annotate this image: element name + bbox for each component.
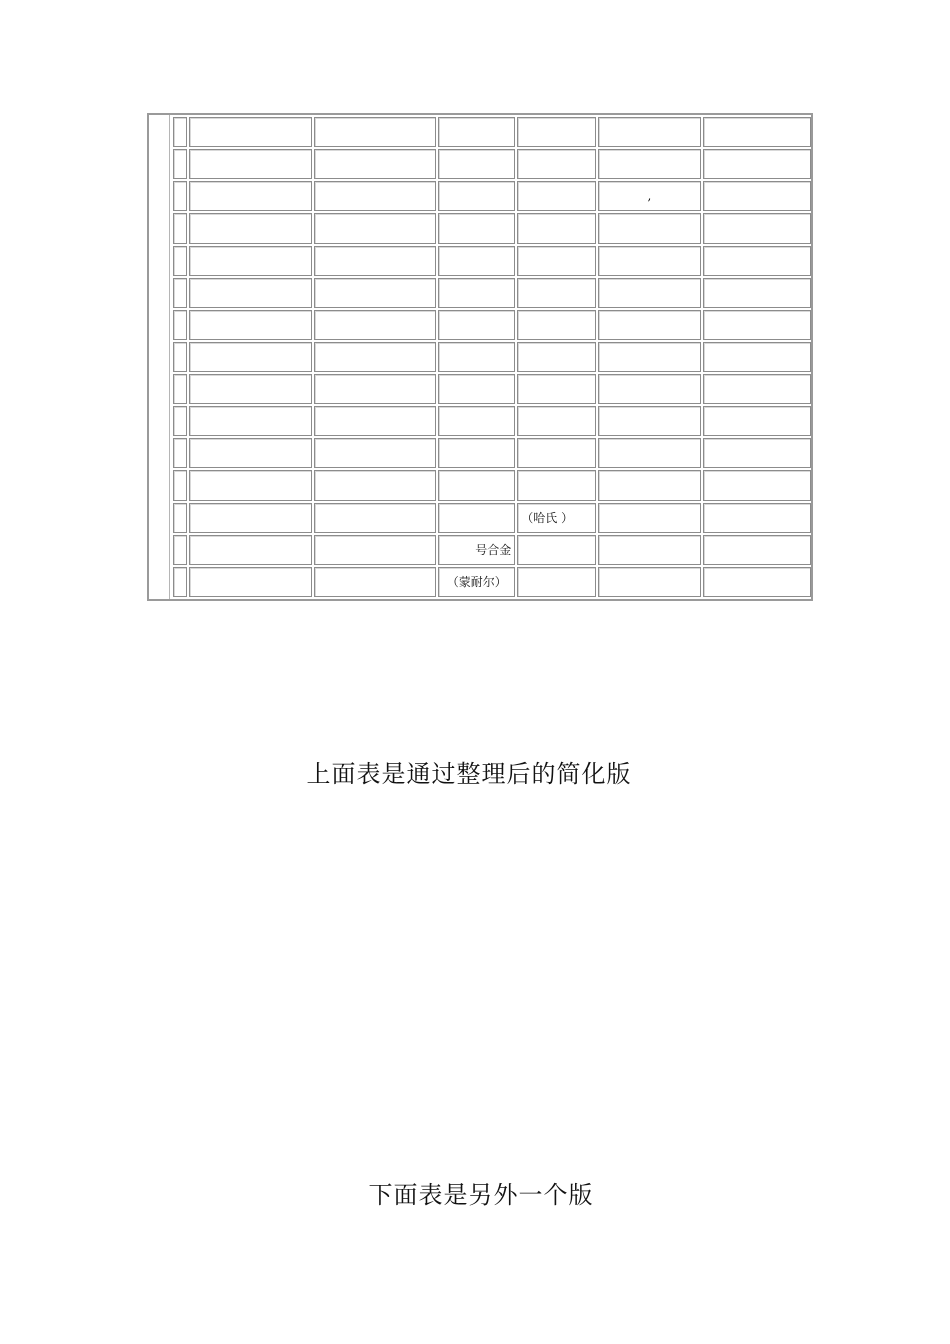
- table-cell: [703, 181, 811, 211]
- table-cell: [703, 406, 811, 436]
- table-cell: [189, 213, 312, 243]
- table-cell: [314, 213, 437, 243]
- table-cell: [438, 181, 515, 211]
- table-cell: [598, 278, 700, 308]
- table-cell: [314, 246, 437, 276]
- table-cell: [598, 406, 700, 436]
- table-cell: [517, 310, 596, 340]
- table-cell: [703, 374, 811, 404]
- table-cell: [598, 213, 700, 243]
- table-row: [173, 567, 811, 597]
- table-cell: [438, 374, 515, 404]
- table-cell: [598, 310, 700, 340]
- table-cell: [703, 213, 811, 243]
- table-cell: （蒙耐尔）: [438, 567, 515, 597]
- table-row: [173, 181, 811, 211]
- table-cell: [517, 278, 596, 308]
- table-cell: [314, 567, 437, 597]
- table-row: [173, 503, 811, 533]
- table-cell: [189, 310, 312, 340]
- table-cell: [598, 535, 700, 565]
- table-row: [173, 278, 811, 308]
- table-cell: [438, 246, 515, 276]
- table-cell: [173, 470, 187, 500]
- table-cell: [173, 535, 187, 565]
- table-row: [173, 470, 811, 500]
- table-cell: [703, 470, 811, 500]
- table-cell: 号合金: [438, 535, 515, 565]
- table-cell: [517, 342, 596, 372]
- table-cell: [703, 310, 811, 340]
- table-cell: [189, 535, 312, 565]
- table-cell: [703, 149, 811, 179]
- table-cell: [173, 342, 187, 372]
- table-cell: [438, 278, 515, 308]
- table-cell: [173, 213, 187, 243]
- data-table: [147, 113, 813, 601]
- table-cell: [438, 342, 515, 372]
- table-cell: [314, 535, 437, 565]
- table-cell: [314, 310, 437, 340]
- table-cell: [314, 278, 437, 308]
- table-cell: [189, 470, 312, 500]
- table-cell: [173, 503, 187, 533]
- table-cell: [314, 438, 437, 468]
- table-cell: [438, 470, 515, 500]
- table-cell: [517, 117, 596, 147]
- table-cell: [438, 406, 515, 436]
- table-cell: [598, 117, 700, 147]
- table-cell: [598, 149, 700, 179]
- table-cell: [189, 567, 312, 597]
- table-cell: [189, 117, 312, 147]
- table-cell: [173, 406, 187, 436]
- table-row: [173, 246, 811, 276]
- table-cell: [173, 567, 187, 597]
- table-cell: [703, 503, 811, 533]
- table-row: [173, 213, 811, 243]
- table-row: [173, 374, 811, 404]
- table-cell: [314, 470, 437, 500]
- table-cell: [189, 278, 312, 308]
- table-row: [173, 342, 811, 372]
- table-cell: [703, 567, 811, 597]
- table-cell: [598, 503, 700, 533]
- table-row: [173, 535, 811, 565]
- table-cell: [703, 438, 811, 468]
- table-cell: [314, 117, 437, 147]
- table-cell: [517, 470, 596, 500]
- table-cell: [517, 406, 596, 436]
- table-cell: [189, 246, 312, 276]
- table-left-strip: [149, 115, 170, 599]
- table-cell: [438, 310, 515, 340]
- table-cell: [703, 278, 811, 308]
- table-cell: [517, 213, 596, 243]
- table-cell: [189, 374, 312, 404]
- table-cell: [517, 535, 596, 565]
- table-row: [173, 438, 811, 468]
- table-cell: ,: [598, 181, 700, 211]
- table-cell: [314, 342, 437, 372]
- table-cell: [173, 149, 187, 179]
- table-cell: [314, 149, 437, 179]
- table-cell: [173, 181, 187, 211]
- table-cell: [173, 117, 187, 147]
- table-cell: [598, 438, 700, 468]
- table-cell: [598, 470, 700, 500]
- table-cell: [189, 342, 312, 372]
- caption-below: 下面表是另外一个版: [368, 1181, 594, 1209]
- table-cell: [173, 278, 187, 308]
- table-cell: [517, 438, 596, 468]
- table-cell: [314, 406, 437, 436]
- table-cell: [173, 246, 187, 276]
- table-cell: [517, 567, 596, 597]
- table-cell: [703, 117, 811, 147]
- table-cell: [173, 374, 187, 404]
- table-cell: [703, 342, 811, 372]
- table-cell: [438, 117, 515, 147]
- table-cell: [517, 246, 596, 276]
- table-cell: [189, 503, 312, 533]
- table-cell: [517, 181, 596, 211]
- table-cell: [189, 181, 312, 211]
- table-cell: [438, 213, 515, 243]
- table-cell: [703, 535, 811, 565]
- table-cell: [173, 438, 187, 468]
- table-cell: [598, 246, 700, 276]
- table-cell: [438, 503, 515, 533]
- table-cell: [189, 438, 312, 468]
- table-cell: [598, 374, 700, 404]
- table-cell: [189, 406, 312, 436]
- table-cell: [438, 149, 515, 179]
- table-cell: [438, 438, 515, 468]
- caption-above: 上面表是通过整理后的简化版: [306, 760, 632, 788]
- table-row: [173, 310, 811, 340]
- table-cell: [173, 310, 187, 340]
- table-cell: [598, 342, 700, 372]
- table-cell: [314, 503, 437, 533]
- table-row: [173, 149, 811, 179]
- table-grid: [171, 115, 813, 599]
- table-cell: （哈氏 ）: [517, 503, 596, 533]
- table-cell: [517, 374, 596, 404]
- table-cell: [598, 567, 700, 597]
- table-cell: [703, 246, 811, 276]
- table-cell: [314, 181, 437, 211]
- table-row: [173, 117, 811, 147]
- table-cell: [189, 149, 312, 179]
- table-cell: [517, 149, 596, 179]
- table-cell: [314, 374, 437, 404]
- table-row: [173, 406, 811, 436]
